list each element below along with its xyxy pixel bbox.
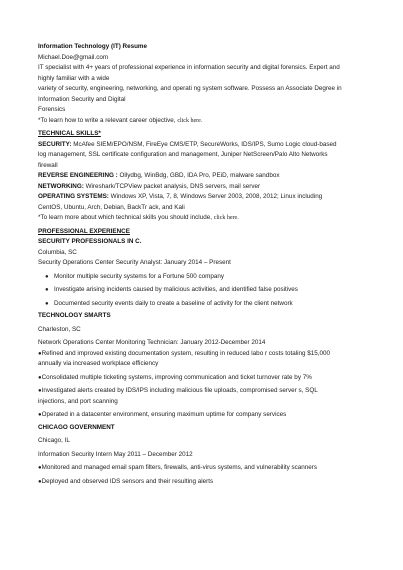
bullet-text: annually via increased workplace efficiency [38, 360, 159, 367]
professional-experience-heading: PROFESSIONAL EXPERIENCE [38, 227, 130, 235]
skill-text: log management, SSL certificate configuration and management, Juniper NetScreen/Palo Alto Networks [38, 151, 328, 158]
resume-title: Information Technology (IT) Resume [38, 43, 148, 50]
job-role: Information Security Intern May 2011 – December 2012 [38, 450, 193, 458]
tip-text: *To learn how to write a relevant career objective, [38, 116, 178, 124]
skill-label: REVERSE ENGINEERING : [38, 172, 120, 179]
bullet-icon: ● [38, 388, 42, 394]
bullet-text: Investigated alerts created by IDS/IPS including malicious file uploads, compromised server s, SQL [41, 387, 318, 394]
bullet-text: Documented security events daily to create a baseline of activity for the client network [54, 299, 293, 307]
company-name: CHICAGO GOVERNMENT [38, 423, 115, 431]
bullet-text: Monitored and managed email spam filters, firewalls, anti-virus systems, and vulnerability scanners [41, 464, 318, 471]
tip-text: *To learn more about which technical skills you should include, [38, 214, 214, 221]
job-role: Security Operations Center Security Analyst: January 2014 – Present [38, 259, 231, 266]
skill-text: firewall [38, 161, 58, 169]
skill-networking [38, 182, 371, 193]
technical-skills-link[interactable]: click here. [213, 215, 239, 221]
email: Michael.Doe@gmail.com [38, 53, 109, 61]
skill-text: McAfee SIEM/EPO/NSM, FireEye CMS/ETP, SecureWorks, IDS/IPS, Sumo Logic cloud-based [73, 140, 337, 148]
summary-line: IT specialist with 4+ years of professional experience in information security and digital forensics. Expert and [38, 64, 340, 71]
list-item [38, 285, 371, 296]
technical-skills-heading: TECHNICAL SKILLS* [38, 130, 101, 137]
bullet-icon: ● [38, 412, 42, 418]
bullet-text: Refined and improved existing documentation system, resulting in reduced labo r costs totaling $15,000 [41, 349, 331, 357]
skill-security [38, 140, 371, 151]
list-item [38, 349, 371, 360]
bullet-text: Investigate arising incidents caused by malicious activities, and identified false positives [54, 286, 298, 293]
skill-text: Ollydbg, WinBdg, GBD, IDA Pro, PEiD, malware sandbox [119, 172, 280, 179]
summary-line: highly familiar with a wide [38, 74, 110, 82]
skill-text: Wireshark/TCPView packet analysis, DNS servers, mail server [85, 182, 261, 190]
technical-skills-tip [38, 213, 371, 224]
company-name: SECURITY PROFESSIONALS IN C. [38, 238, 142, 245]
job-entry [38, 237, 371, 309]
bullet-icon: ● [45, 273, 49, 280]
summary-line: Information Security and Digital [38, 95, 126, 103]
summary [38, 63, 371, 126]
job-location: Chicago, IL [38, 437, 70, 444]
bullet-text: Consolidated multiple ticketing systems, improving communication and ticket turnover rate by 7% [41, 373, 312, 381]
bullet-text: Monitor multiple security systems for a Fortune 500 company [54, 272, 225, 280]
bullet-text: injections, and port scanning [38, 397, 118, 405]
skill-label: NETWORKING: [38, 182, 86, 190]
list-item [38, 373, 371, 384]
job-role: Network Operations Center Monitoring Technician: January 2012-December 2014 [38, 339, 266, 346]
list-item [38, 477, 371, 488]
bullet-text: Deployed and observed IDS sensors and their resulting alerts [41, 477, 214, 485]
bullet-icon: ● [38, 478, 42, 485]
company-name: TECHNOLOGY SMARTS [38, 312, 111, 319]
skill-operating-systems [38, 192, 371, 203]
bullet-icon: ● [38, 465, 42, 471]
bullet-text: Operated in a datacenter environment, ensuring maximum uptime for company services [41, 411, 287, 418]
bullet-icon: ● [45, 287, 49, 293]
technical-skills [38, 140, 371, 224]
list-item [38, 463, 371, 474]
job-location: Columbia, SC [38, 248, 77, 256]
skill-label: SECURITY: [38, 140, 74, 148]
skill-text: CentOS, Ubuntu, Arch, Debian, BackTr ack, and Kali [38, 203, 185, 211]
bullet-icon: ● [38, 374, 42, 381]
job-entry [38, 423, 371, 488]
career-objective-tip [38, 116, 371, 127]
job-location: Charleston, SC [38, 325, 81, 333]
skill-label: OPERATING SYSTEMS: [38, 193, 111, 200]
summary-line: variety of security, engineering, networking, and operati ng system software. Possess an Associate Degree in [38, 85, 342, 92]
job-entry [38, 311, 371, 421]
list-item [38, 410, 371, 421]
career-objective-link[interactable]: click here. [177, 117, 203, 124]
bullet-icon: ● [45, 300, 49, 307]
bullet-icon: ● [38, 350, 42, 357]
list-item [38, 299, 371, 310]
list-item [38, 272, 371, 283]
summary-line: Forensics [38, 106, 66, 113]
skill-reverse-engineering [38, 171, 371, 182]
skill-text: Windows XP, Vista, 7, 8, Windows Server 2003, 2008, 2012; Linux including [110, 193, 323, 200]
list-item [38, 386, 371, 397]
